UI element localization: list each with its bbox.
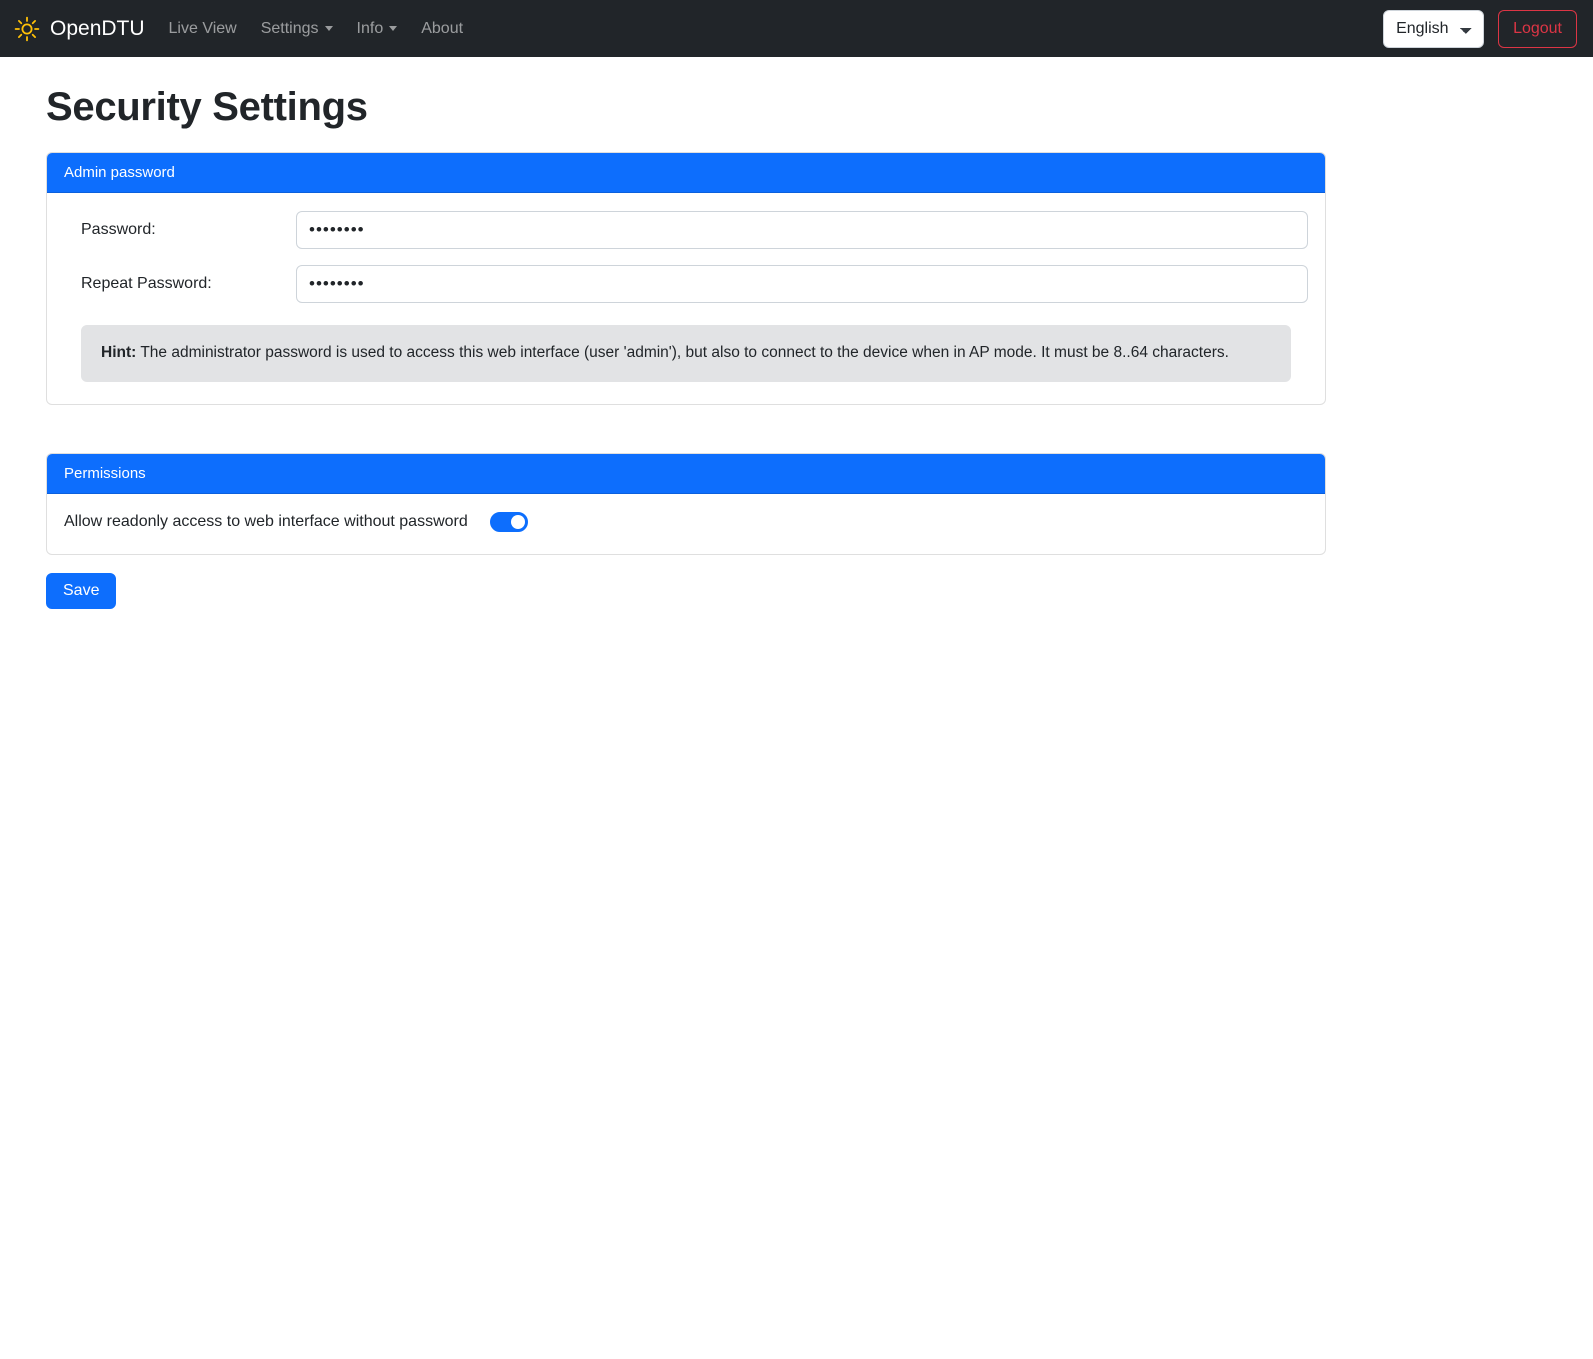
nav-item-label: Info <box>356 19 384 37</box>
save-button[interactable]: Save <box>46 573 116 609</box>
page-title: Security Settings <box>46 85 368 129</box>
nav-item-settings[interactable] <box>249 12 345 46</box>
readonly-access-row <box>47 494 1325 554</box>
hint-prefix: Hint: <box>101 344 137 361</box>
logout-button[interactable]: Logout <box>1498 10 1577 48</box>
repeat-password-input[interactable] <box>296 265 1308 303</box>
repeat-password-label: Repeat Password: <box>81 275 212 292</box>
admin-password-card <box>46 152 1326 405</box>
top-navbar <box>0 0 1593 57</box>
nav-item-label: Settings <box>260 19 319 37</box>
admin-password-card-body <box>47 193 1325 404</box>
brand-label: OpenDTU <box>50 16 145 40</box>
permissions-card-header: Permissions <box>47 454 1325 494</box>
brand-logo[interactable] <box>14 16 145 42</box>
chevron-down-icon <box>325 26 333 31</box>
toggle-knob <box>511 515 525 529</box>
nav-item-about[interactable] <box>409 12 475 46</box>
nav-item-live-view[interactable] <box>157 12 249 46</box>
sun-icon <box>14 16 40 42</box>
permissions-card <box>46 453 1326 555</box>
admin-password-card-header: Admin password <box>47 153 1325 193</box>
nav-links <box>157 12 476 46</box>
page-container <box>0 85 1340 609</box>
readonly-access-toggle[interactable] <box>490 512 528 532</box>
language-select[interactable] <box>1383 10 1484 48</box>
chevron-down-icon <box>389 26 397 31</box>
navbar-right <box>1383 10 1577 48</box>
password-input[interactable] <box>296 211 1308 249</box>
nav-item-label: Live View <box>168 19 237 37</box>
password-hint <box>81 325 1291 382</box>
repeat-password-row <box>64 265 1308 303</box>
readonly-access-label: Allow readonly access to web interface without password <box>64 512 468 530</box>
password-row <box>64 211 1308 249</box>
nav-item-info[interactable] <box>345 12 410 46</box>
nav-item-label: About <box>421 19 464 37</box>
hint-text: The administrator password is used to access this web interface (user 'admin'), but also to connect to the device when in AP mode. It must be 8..64 characters. <box>140 344 1229 361</box>
password-label: Password: <box>81 221 156 238</box>
